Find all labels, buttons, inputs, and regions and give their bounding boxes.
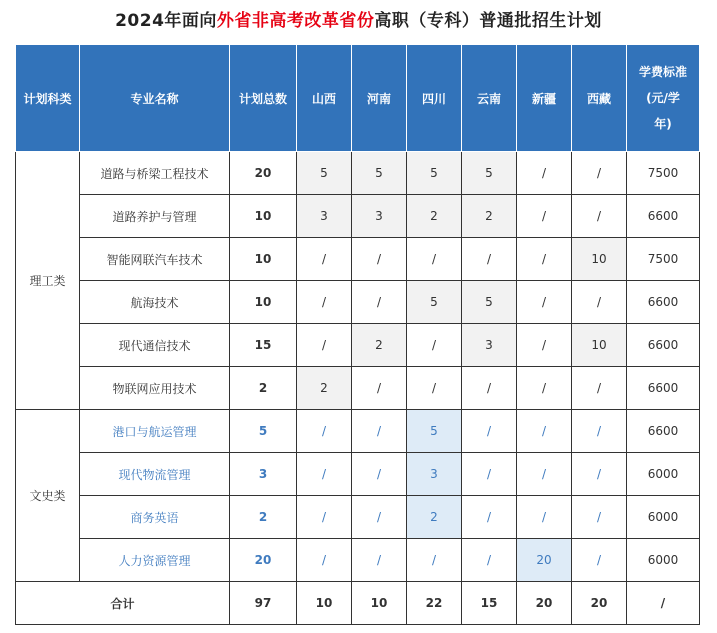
count-shanxi: / <box>297 281 352 324</box>
count-yunnan: / <box>462 539 517 582</box>
count-henan: / <box>352 539 407 582</box>
count-yunnan: 2 <box>462 195 517 238</box>
enrollment-plan-table <box>15 44 700 625</box>
tuition-fee: 6000 <box>627 453 700 496</box>
count-xizang: / <box>572 410 627 453</box>
table-row <box>16 281 700 324</box>
major-name: 航海技术 <box>80 281 230 324</box>
plan-total: 10 <box>230 195 297 238</box>
major-name: 现代通信技术 <box>80 324 230 367</box>
header-xizang: 西藏 <box>572 45 627 152</box>
count-henan: / <box>352 367 407 410</box>
title-highlight: 外省非高考改革省份 <box>216 11 375 31</box>
header-henan: 河南 <box>352 45 407 152</box>
count-sichuan: / <box>407 367 462 410</box>
count-xizang: 10 <box>572 238 627 281</box>
count-yunnan: / <box>462 496 517 539</box>
major-name: 人力资源管理 <box>80 539 230 582</box>
count-sichuan: / <box>407 324 462 367</box>
tuition-fee: 6600 <box>627 195 700 238</box>
count-shanxi: 3 <box>297 195 352 238</box>
summary-sichuan: 22 <box>407 582 462 625</box>
plan-total: 5 <box>230 410 297 453</box>
count-sichuan: 5 <box>407 281 462 324</box>
count-shanxi: / <box>297 324 352 367</box>
plan-total: 20 <box>230 152 297 195</box>
category-arts: 文史类 <box>16 410 80 582</box>
tuition-fee: 6000 <box>627 539 700 582</box>
count-xinjiang: / <box>517 195 572 238</box>
summary-label: 合计 <box>16 582 230 625</box>
plan-total: 3 <box>230 453 297 496</box>
count-yunnan: 5 <box>462 152 517 195</box>
header-fee-line3: 年) <box>654 117 672 131</box>
count-henan: 5 <box>352 152 407 195</box>
count-sichuan: 5 <box>407 152 462 195</box>
count-yunnan: / <box>462 453 517 496</box>
count-yunnan: / <box>462 410 517 453</box>
summary-total: 97 <box>230 582 297 625</box>
count-yunnan: / <box>462 238 517 281</box>
table-row <box>16 195 700 238</box>
count-shanxi: 2 <box>297 367 352 410</box>
count-henan: / <box>352 281 407 324</box>
plan-total: 15 <box>230 324 297 367</box>
major-name: 港口与航运管理 <box>80 410 230 453</box>
count-xizang: / <box>572 367 627 410</box>
count-xizang: / <box>572 496 627 539</box>
tuition-fee: 6600 <box>627 324 700 367</box>
header-total: 计划总数 <box>230 45 297 152</box>
plan-total: 10 <box>230 281 297 324</box>
plan-total: 2 <box>230 496 297 539</box>
table-row <box>16 496 700 539</box>
count-shanxi: / <box>297 410 352 453</box>
title-part2: 高职（专科）普通批招生计划 <box>374 11 602 31</box>
header-sichuan: 四川 <box>407 45 462 152</box>
count-xizang: / <box>572 453 627 496</box>
count-sichuan: 2 <box>407 195 462 238</box>
summary-yunnan: 15 <box>462 582 517 625</box>
count-henan: / <box>352 453 407 496</box>
title-part1: 2024年面向 <box>115 11 217 31</box>
count-shanxi: 5 <box>297 152 352 195</box>
plan-total: 20 <box>230 539 297 582</box>
count-yunnan: 3 <box>462 324 517 367</box>
count-shanxi: / <box>297 453 352 496</box>
major-name: 道路养护与管理 <box>80 195 230 238</box>
tuition-fee: 7500 <box>627 238 700 281</box>
count-xinjiang: / <box>517 281 572 324</box>
table-row <box>16 152 700 195</box>
header-shanxi: 山西 <box>297 45 352 152</box>
count-xizang: / <box>572 195 627 238</box>
count-henan: 3 <box>352 195 407 238</box>
count-sichuan: 3 <box>407 453 462 496</box>
count-sichuan: / <box>407 238 462 281</box>
count-xinjiang: / <box>517 238 572 281</box>
major-name: 商务英语 <box>80 496 230 539</box>
major-name: 道路与桥梁工程技术 <box>80 152 230 195</box>
count-xinjiang: / <box>517 453 572 496</box>
count-xizang: / <box>572 152 627 195</box>
count-shanxi: / <box>297 496 352 539</box>
count-xinjiang: / <box>517 367 572 410</box>
summary-shanxi: 10 <box>297 582 352 625</box>
page-title <box>0 6 717 31</box>
major-name: 物联网应用技术 <box>80 367 230 410</box>
summary-fee: / <box>627 582 700 625</box>
header-fee <box>627 45 700 152</box>
tuition-fee: 6600 <box>627 367 700 410</box>
count-henan: / <box>352 410 407 453</box>
count-xizang: / <box>572 281 627 324</box>
count-xinjiang: / <box>517 496 572 539</box>
header-yunnan: 云南 <box>462 45 517 152</box>
table-row <box>16 324 700 367</box>
table-row <box>16 539 700 582</box>
count-henan: / <box>352 496 407 539</box>
header-xinjiang: 新疆 <box>517 45 572 152</box>
summary-xizang: 20 <box>572 582 627 625</box>
count-henan: 2 <box>352 324 407 367</box>
table-row <box>16 453 700 496</box>
header-fee-line2: (元/学 <box>646 91 680 105</box>
table-header-row <box>16 45 700 152</box>
count-sichuan: 5 <box>407 410 462 453</box>
count-yunnan: / <box>462 367 517 410</box>
count-xinjiang: / <box>517 324 572 367</box>
tuition-fee: 6600 <box>627 281 700 324</box>
major-name: 智能网联汽车技术 <box>80 238 230 281</box>
count-yunnan: 5 <box>462 281 517 324</box>
count-xinjiang: / <box>517 152 572 195</box>
count-xizang: 10 <box>572 324 627 367</box>
plan-total: 10 <box>230 238 297 281</box>
header-fee-line1: 学费标准 <box>638 65 687 79</box>
category-science: 理工类 <box>16 152 80 410</box>
tuition-fee: 7500 <box>627 152 700 195</box>
plan-total: 2 <box>230 367 297 410</box>
count-xinjiang: / <box>517 410 572 453</box>
count-henan: / <box>352 238 407 281</box>
major-name: 现代物流管理 <box>80 453 230 496</box>
summary-row <box>16 582 700 625</box>
summary-xinjiang: 20 <box>517 582 572 625</box>
tuition-fee: 6000 <box>627 496 700 539</box>
count-shanxi: / <box>297 238 352 281</box>
table-row <box>16 367 700 410</box>
summary-henan: 10 <box>352 582 407 625</box>
count-sichuan: / <box>407 539 462 582</box>
header-major: 专业名称 <box>80 45 230 152</box>
count-xizang: / <box>572 539 627 582</box>
count-xinjiang: 20 <box>517 539 572 582</box>
count-sichuan: 2 <box>407 496 462 539</box>
header-category: 计划科类 <box>16 45 80 152</box>
tuition-fee: 6600 <box>627 410 700 453</box>
table-row <box>16 238 700 281</box>
count-shanxi: / <box>297 539 352 582</box>
table-row <box>16 410 700 453</box>
